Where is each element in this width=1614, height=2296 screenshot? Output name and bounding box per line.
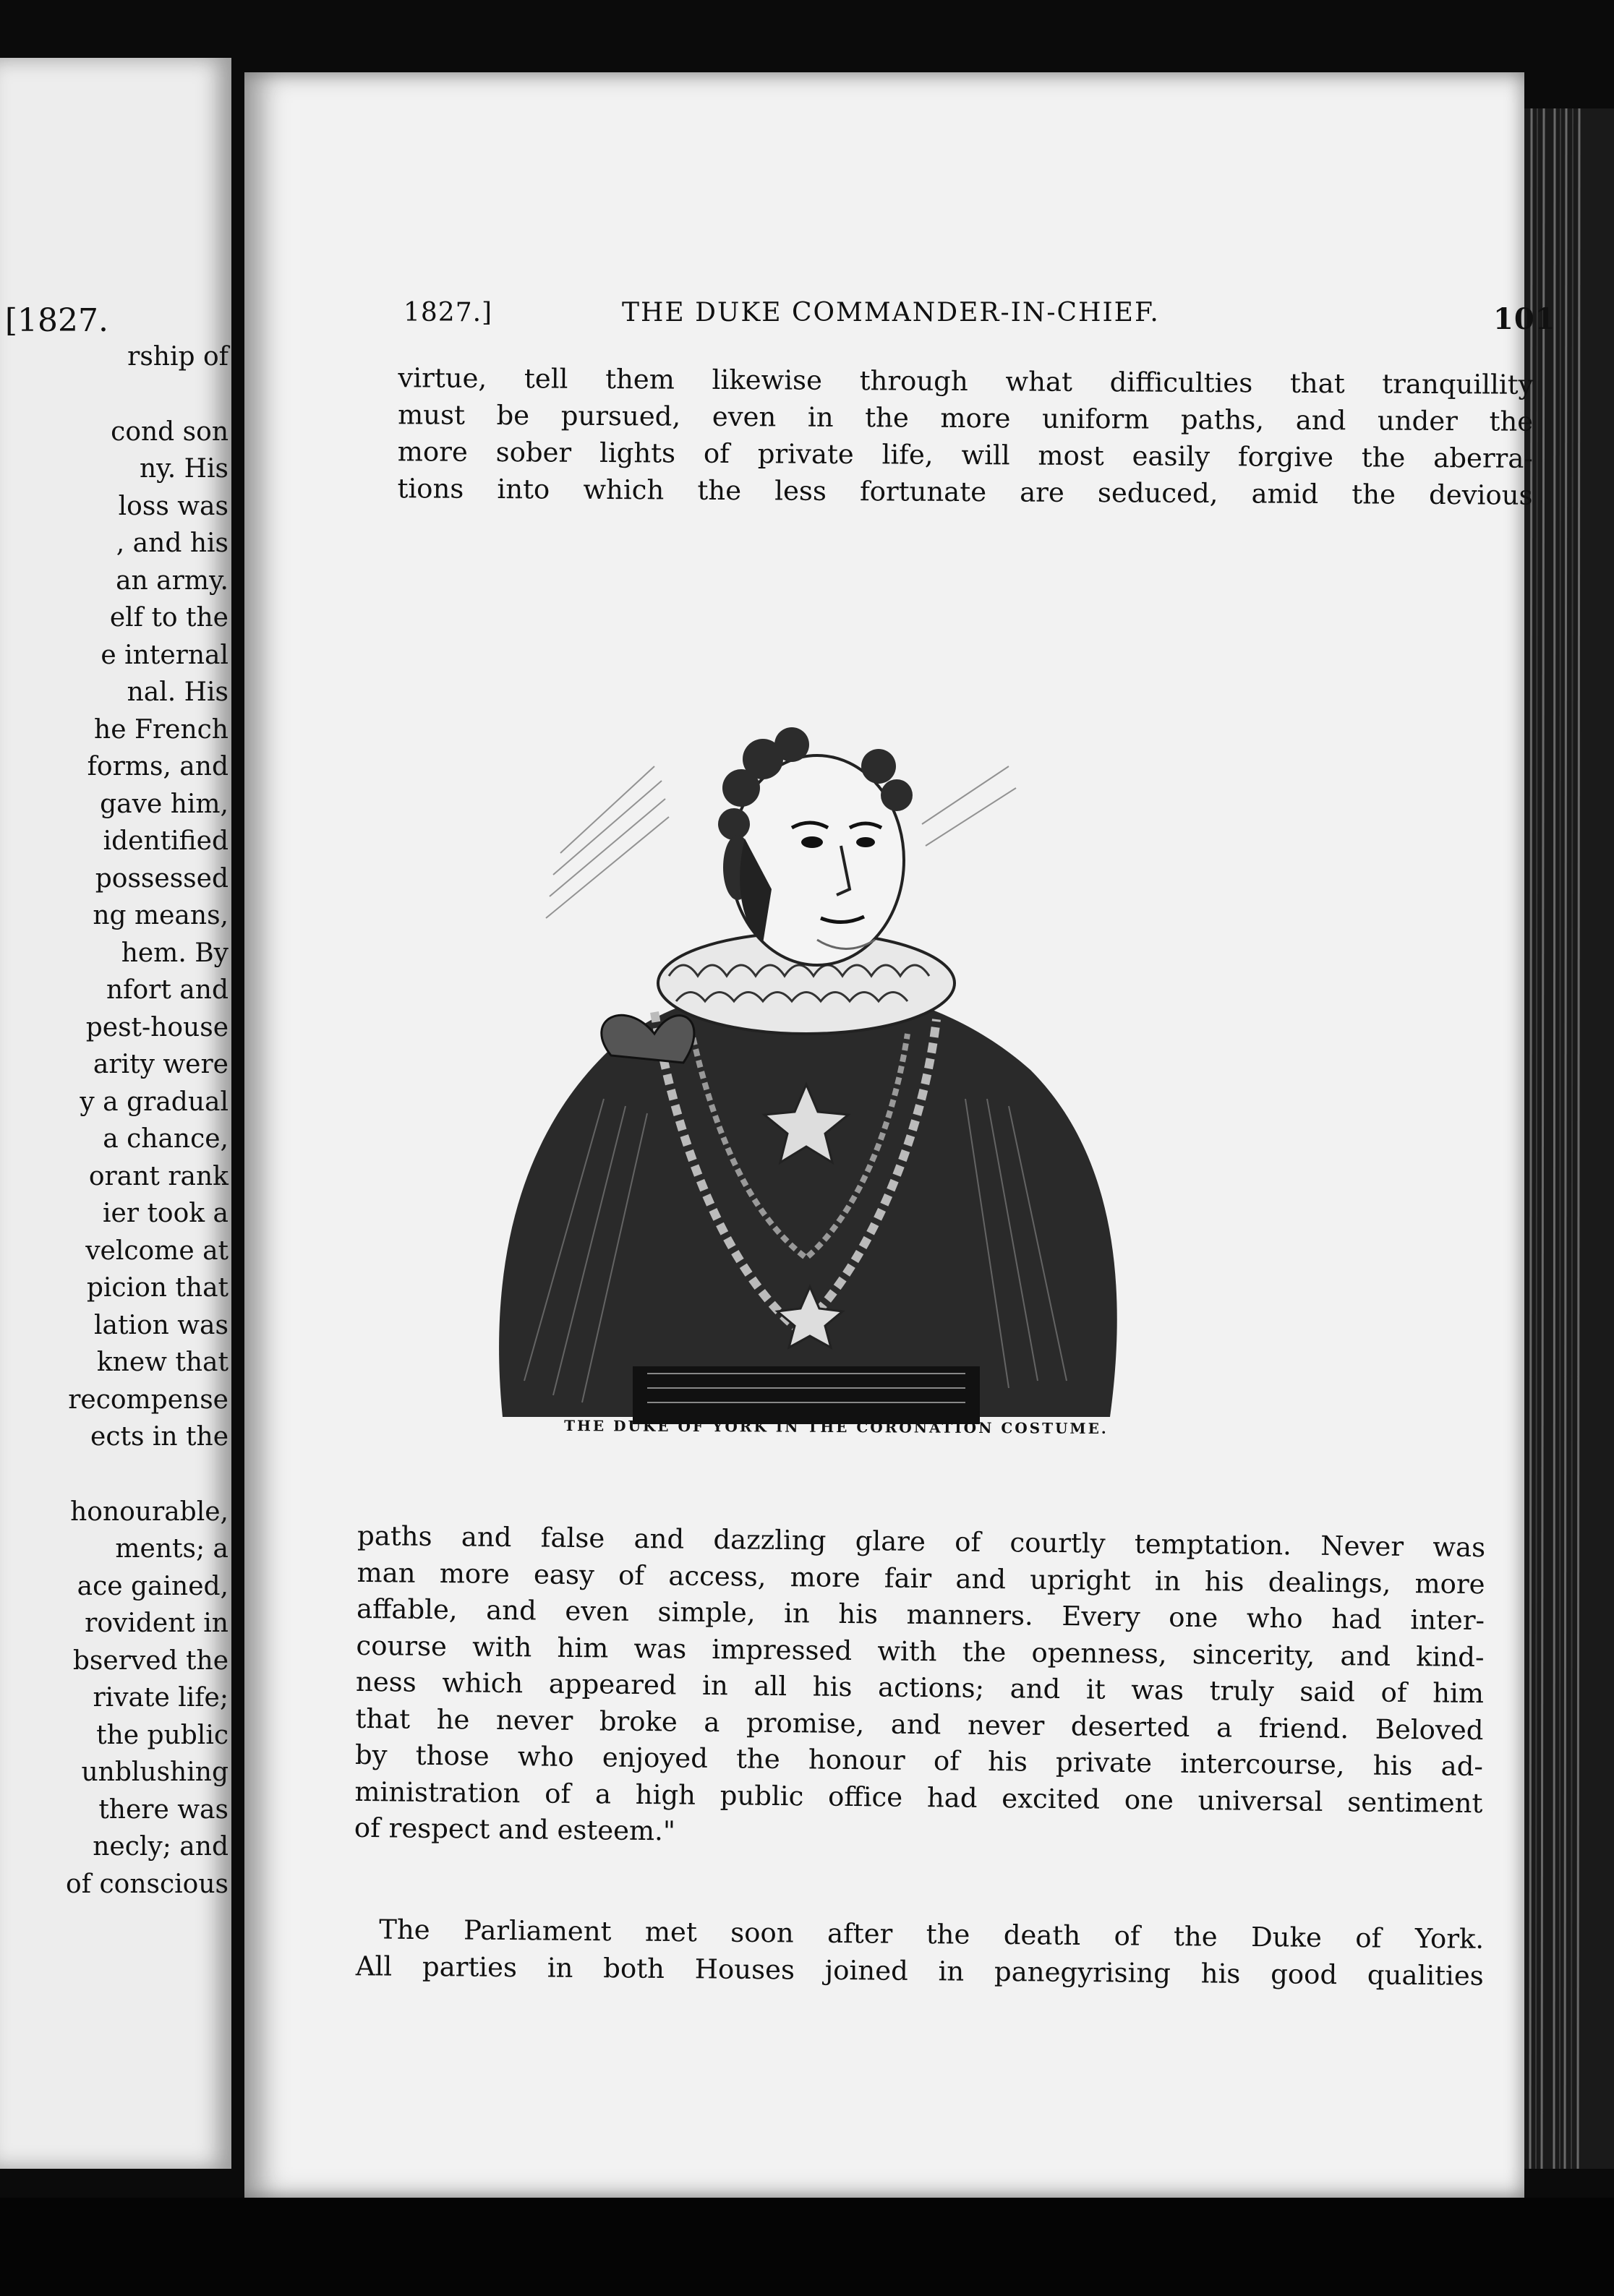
left-line: y a gradual (80, 1087, 229, 1117)
text-line: more sober lights of private life, will most easily forgive the aberra- (397, 436, 1533, 474)
paragraph-bottom (354, 1517, 1486, 1858)
left-line (0, 1456, 231, 1494)
left-line: nal. His (127, 677, 229, 707)
text-line: All parties in both Houses joined in panegyrising his good qualities (355, 1950, 1484, 1992)
duke-of-york-portrait (416, 549, 1197, 1511)
left-line: possessed (95, 863, 229, 894)
left-line: rship of (127, 342, 229, 372)
left-line: he French (94, 714, 229, 745)
left-line: necly; and (93, 1832, 229, 1862)
left-line: an army. (116, 565, 229, 596)
text-line: by those who enjoyed the honour of his private intercourse, his ad- (354, 1739, 1484, 1783)
left-line: forms, and (87, 752, 229, 781)
left-page-text (0, 338, 231, 1903)
left-line: , and his (116, 528, 229, 558)
left-line: pest-house (85, 1012, 229, 1042)
text-line: ministration of a high public office had excited one universal sentiment (354, 1775, 1483, 1819)
left-line: the public (96, 1720, 229, 1750)
left-line: recompense (68, 1384, 229, 1415)
left-line: arity were (93, 1050, 229, 1079)
text-line: tions into which the less fortunate are seduced, amid the devious (397, 473, 1533, 511)
text-line: paths and false and dazzling glare of courtly temptation. Never was (356, 1520, 1486, 1564)
page-number: 101 (1493, 302, 1556, 336)
left-line: bserved the (72, 1645, 229, 1676)
left-line: hem. By (121, 938, 229, 968)
left-line: cond son (111, 416, 229, 447)
header-title: THE DUKE COMMANDER-IN-CHIEF. (622, 298, 1160, 327)
left-line: rivate life; (93, 1683, 229, 1713)
left-line: ier took a (102, 1199, 229, 1228)
left-line: identified (103, 826, 229, 856)
left-line: ects in the (90, 1422, 229, 1452)
left-line: honourable, (70, 1496, 229, 1527)
left-line: knew that (96, 1348, 229, 1377)
paragraph-top (397, 359, 1533, 514)
left-line: ng means, (93, 901, 229, 930)
left-line: unblushing (81, 1757, 229, 1787)
left-line: ments; a (115, 1534, 229, 1564)
text-line: virtue, tell them likewise through what difficulties that tranquillity (398, 362, 1534, 400)
text-line: ness which appeared in all his actions; and it was truly said of him (355, 1666, 1485, 1710)
left-line: elf to the (109, 603, 229, 633)
left-line: lation was (93, 1310, 229, 1340)
left-page-year: [1827. (4, 302, 108, 339)
text-line: The Parliament met soon after the death of the Duke of York. (379, 1914, 1485, 1955)
left-line: rovident in (85, 1609, 229, 1638)
left-line: picion that (86, 1273, 229, 1303)
text-line: man more easy of access, more fair and upright in his dealings, more (356, 1556, 1485, 1600)
text-line: affable, and even simple, in his manners. Every one who had inter- (356, 1593, 1485, 1637)
left-line: ny. His (139, 454, 229, 484)
illustration-caption: THE DUKE OF YORK IN THE CORONATION COSTUME. (564, 1417, 1109, 1437)
left-line: loss was (118, 491, 229, 521)
book-page (244, 72, 1556, 2198)
left-line: there was (98, 1794, 229, 1825)
left-facing-page (0, 58, 231, 2169)
left-line: gave him, (100, 789, 229, 819)
left-line: ace gained, (77, 1571, 229, 1601)
left-line: a chance, (103, 1124, 229, 1154)
left-line: nfort and (106, 975, 229, 1005)
paragraph-next (356, 1911, 1485, 1995)
left-line: velcome at (85, 1235, 229, 1266)
left-line (0, 376, 231, 414)
text-line: that he never broke a promise, and never deserted a friend. Beloved (355, 1702, 1484, 1746)
text-line: must be pursued, even in the more uniform paths, and under the (398, 399, 1534, 437)
header-year: 1827.] (404, 298, 493, 327)
text-line: of respect and esteem." (354, 1812, 676, 1847)
text-line: course with him was impressed with the openness, sincerity, and kind- (356, 1629, 1485, 1673)
left-line: e internal (101, 640, 229, 670)
running-head (404, 298, 1556, 341)
left-line: of conscious (66, 1869, 229, 1899)
left-line: orant rank (88, 1161, 229, 1191)
